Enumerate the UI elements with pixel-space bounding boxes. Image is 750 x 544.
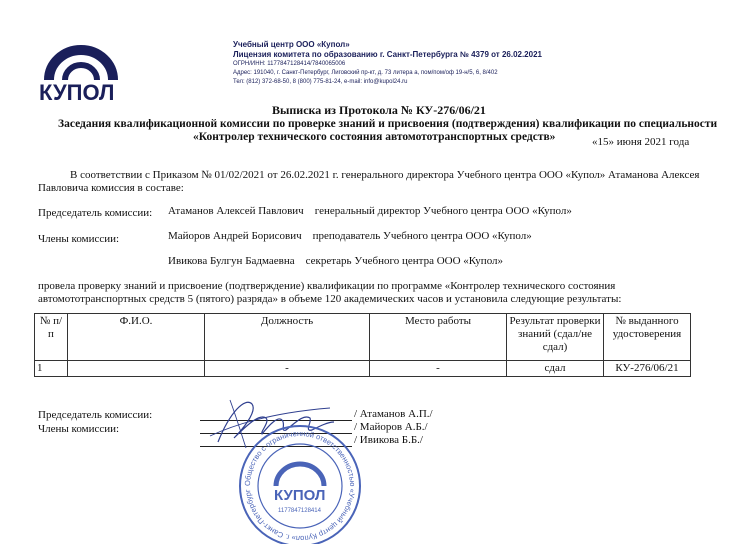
- member-1: Майоров Андрей Борисович преподаватель Учебного центра ООО «Купол»: [168, 230, 532, 242]
- sig-name-3: / Ивикова Б.Б./: [354, 434, 423, 446]
- intro-line-2: Павловича комиссия в составе:: [38, 182, 184, 194]
- header-cell: Должность: [205, 314, 370, 361]
- svg-text:Общество с ограниченной ответс: [243, 429, 357, 543]
- header-cell: № п/п: [35, 314, 68, 361]
- members-label: Члены комиссии:: [38, 233, 120, 245]
- header-cell: Ф.И.О.: [68, 314, 205, 361]
- license-line: Лицензия комитета по образованию г. Санкт-Петербурга № 4379 от 26.02.2021: [233, 50, 542, 59]
- sig-chair-label: Председатель комиссии:: [38, 409, 153, 421]
- chair-value: Атаманов Алексей Павлович генеральный директор Учебного центра ООО «Купол»: [168, 205, 572, 217]
- header-cell: Место работы: [370, 314, 507, 361]
- stamp-ring-text: Общество с ограниченной ответственностью «Учебный центр Купол» г. Санкт-Петербург: [242, 428, 358, 544]
- document-title: Выписка из Протокола № КУ-276/06/21: [272, 103, 486, 117]
- stamp-ogrn: 1177847128414: [278, 508, 321, 514]
- sig-members-label: Члены комиссии:: [38, 423, 120, 435]
- row-cell: 1: [35, 361, 68, 377]
- chair-label: Председатель комиссии:: [38, 207, 153, 219]
- logo-text: КУПОЛ: [39, 80, 115, 104]
- header-cell: № выданного удостоверения: [604, 314, 691, 361]
- letterhead: [233, 40, 542, 87]
- row-cell: [68, 361, 205, 377]
- sig-name-2: / Майоров А.Б./: [354, 421, 428, 433]
- row-cell: сдал: [507, 361, 604, 377]
- company-logo: [35, 44, 145, 104]
- member-2: Ивикова Булгун Бадмаевна секретарь Учебного центра ООО «Купол»: [168, 255, 504, 267]
- row-cell: -: [205, 361, 370, 377]
- address-line: Адрес: 191040, г. Санкт-Петербург, Лиговский пр-кт, д. 73 литера а, пом/пом/оф 19-н/5, 6, 8/402: [233, 70, 498, 76]
- company-stamp: [234, 420, 366, 544]
- sig-name-1: / Атаманов А.П./: [354, 408, 433, 420]
- row-cell: -: [370, 361, 507, 377]
- phone-line: Тел: (812) 372-68-50, 8 (800) 775-81-24, e-mail: info@kupol24.ru: [233, 79, 408, 85]
- conducted-line-2: автомототранспортных средств 5 (пятого) разряда» в объеме 120 академических часов и установила следующие результаты:: [38, 293, 622, 305]
- header-cell: Результат проверки знаний (сдал/не сдал): [507, 314, 604, 361]
- document-date: «15» июня 2021 года: [592, 136, 690, 148]
- conducted-line-1: провела проверку знаний и присвоение (подтверждение) квалификации по программе «Контролер технического состояния: [38, 280, 616, 292]
- org-name: Учебный центр ООО «Купол»: [233, 40, 350, 49]
- specialty-name: «Контролер технического состояния автомототранспортных средств»: [193, 131, 556, 143]
- results-table: [34, 313, 691, 377]
- table-row: [35, 361, 691, 377]
- stamp-center-text: КУПОЛ: [274, 487, 326, 504]
- row-cell: КУ-276/06/21: [604, 361, 691, 377]
- ogrn-line: ОГРН/ИНН: 1177847128414/7840065006: [233, 61, 346, 67]
- intro-line-1: В соответствии с Приказом № 01/02/2021 от 26.02.2021 г. генерального директора Учебного центра ООО «Купол» Атаманова Алексея: [70, 169, 700, 181]
- table-header-row: [35, 314, 691, 361]
- document-subtitle: Заседания квалификационной комиссии по проверке знаний и присвоения (подтверждения) квалификации по специальности: [58, 118, 718, 130]
